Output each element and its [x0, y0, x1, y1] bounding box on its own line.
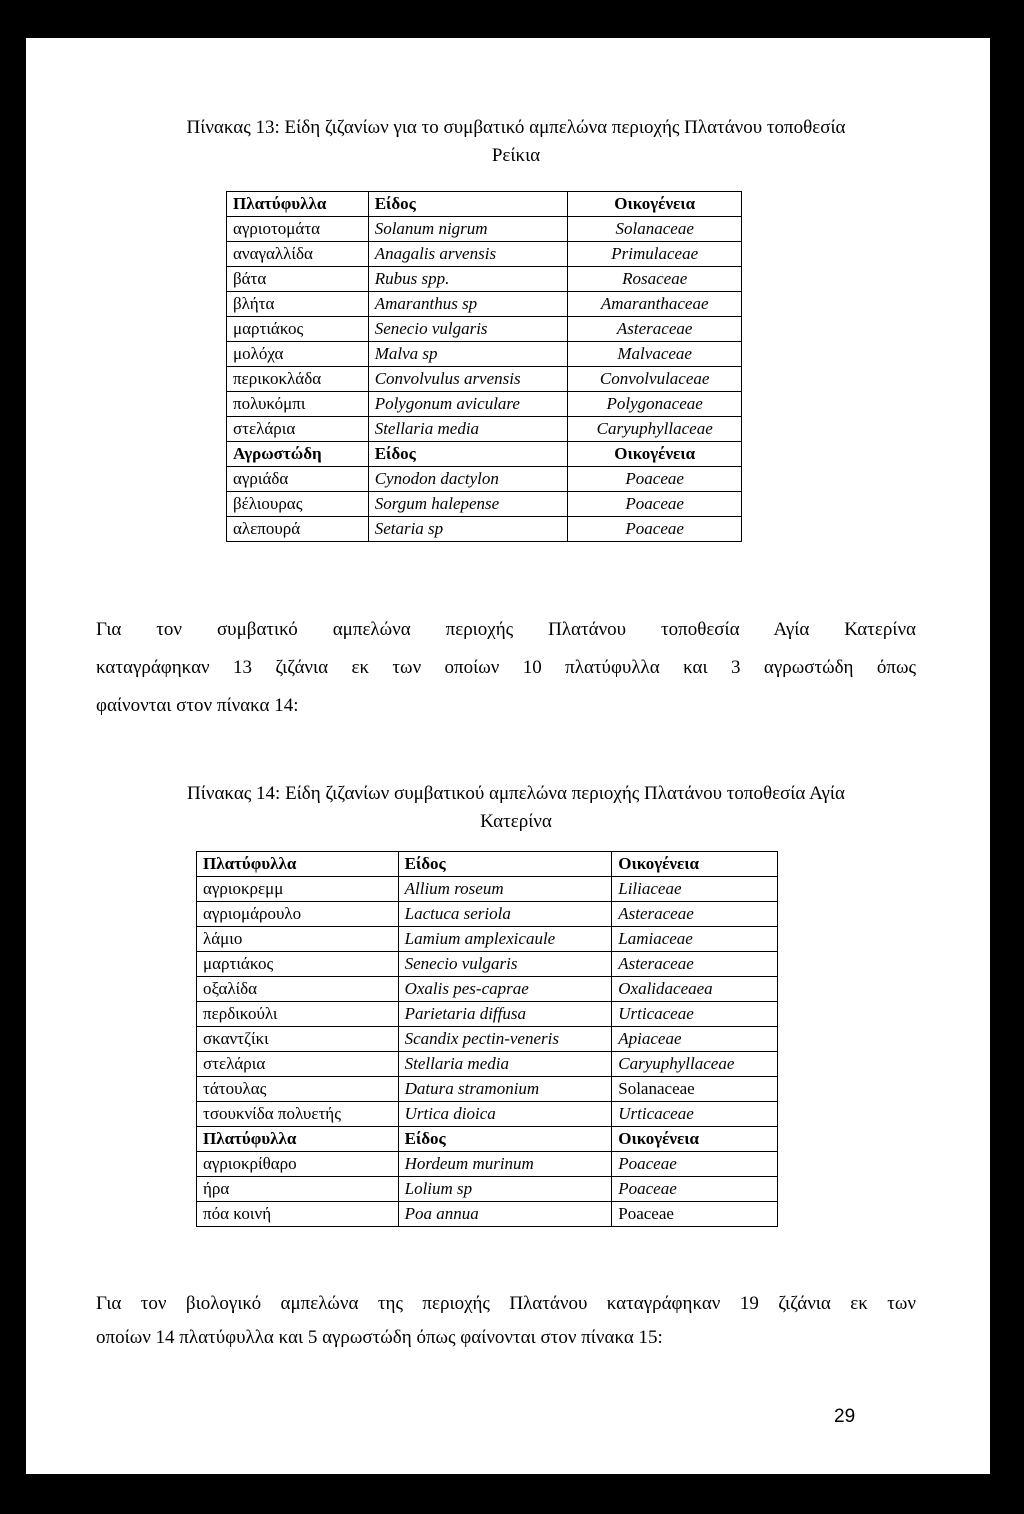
paragraph-1-line-2: καταγράφηκαν 13 ζιζάνια εκ των οποίων 10 πλατύφυλλα και 3 αγρωστώδη όπως	[96, 657, 916, 678]
species-cell: Stellaria media	[368, 417, 568, 442]
table-13-body	[227, 192, 742, 542]
family-cell: Asteraceae	[568, 317, 742, 342]
species-cell: Allium roseum	[398, 877, 612, 902]
species-cell: Poa annua	[398, 1202, 612, 1227]
table-row	[227, 317, 742, 342]
table-row	[227, 492, 742, 517]
table-row	[197, 1077, 778, 1102]
table-14-caption	[106, 780, 926, 836]
species-cell: Senecio vulgaris	[398, 952, 612, 977]
common-name-cell: αγριοκρεμμ	[197, 877, 399, 902]
species-cell: Anagalis arvensis	[368, 242, 568, 267]
paragraph-2-line-1: Για τον βιολογικό αμπελώνα της περιοχής Πλατάνου καταγράφηκαν 19 ζιζάνια εκ των	[96, 1293, 916, 1314]
species-cell: Sorgum halepense	[368, 492, 568, 517]
page-number: 29	[834, 1406, 856, 1427]
common-name-cell: ήρα	[197, 1177, 399, 1202]
species-cell: Είδος	[368, 442, 568, 467]
table-header-row	[227, 442, 742, 467]
table-14-caption-line-2: Κατερίνα	[480, 811, 552, 832]
species-cell: Parietaria diffusa	[398, 1002, 612, 1027]
common-name-cell: μαρτιάκος	[227, 317, 369, 342]
species-cell: Datura stramonium	[398, 1077, 612, 1102]
table-14-body	[197, 852, 778, 1227]
table-13	[226, 191, 742, 542]
family-cell: Apiaceae	[612, 1027, 778, 1052]
table-header-row	[197, 1127, 778, 1152]
table-header-row	[227, 192, 742, 217]
species-cell: Hordeum murinum	[398, 1152, 612, 1177]
common-name-cell: αγριοτομάτα	[227, 217, 369, 242]
table-row	[227, 242, 742, 267]
common-name-cell: Πλατύφυλλα	[197, 852, 399, 877]
document-page	[26, 38, 990, 1474]
species-cell: Lolium sp	[398, 1177, 612, 1202]
paragraph-2-line-2: οποίων 14 πλατύφυλλα και 5 αγρωστώδη όπως φαίνονται στον πίνακα 15:	[96, 1327, 663, 1348]
table-row	[197, 977, 778, 1002]
table-13-caption-line-1: Πίνακας 13: Είδη ζιζανίων για το συμβατικό αμπελώνα περιοχής Πλατάνου τοποθεσία	[186, 117, 846, 138]
family-cell: Malvaceae	[568, 342, 742, 367]
family-cell: Convolvulaceae	[568, 367, 742, 392]
family-cell: Poaceae	[612, 1177, 778, 1202]
common-name-cell: λάμιο	[197, 927, 399, 952]
table-header-row	[197, 852, 778, 877]
common-name-cell: αγριάδα	[227, 467, 369, 492]
common-name-cell: αγριομάρουλο	[197, 902, 399, 927]
paragraph-2	[96, 1290, 916, 1352]
species-cell: Malva sp	[368, 342, 568, 367]
table-14-caption-line-1: Πίνακας 14: Είδη ζιζανίων συμβατικού αμπελώνα περιοχής Πλατάνου τοποθεσία Αγία	[187, 783, 845, 804]
family-cell: Urticaceae	[612, 1102, 778, 1127]
species-cell: Senecio vulgaris	[368, 317, 568, 342]
common-name-cell: αγριοκρίθαρο	[197, 1152, 399, 1177]
table-row	[197, 1027, 778, 1052]
family-cell: Poaceae	[568, 517, 742, 542]
species-cell: Lactuca seriola	[398, 902, 612, 927]
table-row	[227, 217, 742, 242]
table-row	[197, 927, 778, 952]
family-cell: Οικογένεια	[568, 192, 742, 217]
common-name-cell: βέλιουρας	[227, 492, 369, 517]
common-name-cell: αλεπουρά	[227, 517, 369, 542]
family-cell: Oxalidaceaea	[612, 977, 778, 1002]
common-name-cell: περικοκλάδα	[227, 367, 369, 392]
family-cell: Οικογένεια	[568, 442, 742, 467]
species-cell: Cynodon dactylon	[368, 467, 568, 492]
table-row	[227, 342, 742, 367]
table-row	[227, 517, 742, 542]
family-cell: Asteraceae	[612, 902, 778, 927]
family-cell: Urticaceae	[612, 1002, 778, 1027]
species-cell: Setaria sp	[368, 517, 568, 542]
family-cell: Solanaceae	[568, 217, 742, 242]
table-row	[197, 877, 778, 902]
table-13-caption	[106, 114, 926, 170]
common-name-cell: Πλατύφυλλα	[197, 1127, 399, 1152]
table-14	[196, 851, 778, 1227]
table-row	[227, 267, 742, 292]
family-cell: Οικογένεια	[612, 1127, 778, 1152]
paragraph-1-line-1: Για τον συμβατικό αμπελώνα περιοχής Πλατάνου τοποθεσία Αγία Κατερίνα	[96, 619, 916, 640]
species-cell: Stellaria media	[398, 1052, 612, 1077]
common-name-cell: τάτουλας	[197, 1077, 399, 1102]
family-cell: Caryuphyllaceae	[568, 417, 742, 442]
family-cell: Lamiaceae	[612, 927, 778, 952]
table-row	[227, 417, 742, 442]
family-cell: Asteraceae	[612, 952, 778, 977]
family-cell: Primulaceae	[568, 242, 742, 267]
family-cell: Poaceae	[612, 1152, 778, 1177]
family-cell: Caryuphyllaceae	[612, 1052, 778, 1077]
paragraph-1-line-3: φαίνονται στον πίνακα 14:	[96, 695, 299, 716]
common-name-cell: τσουκνίδα πολυετής	[197, 1102, 399, 1127]
species-cell: Είδος	[368, 192, 568, 217]
table-row	[227, 467, 742, 492]
table-13-caption-line-2: Ρείκια	[491, 145, 541, 166]
table-row	[197, 952, 778, 977]
common-name-cell: πόα κοινή	[197, 1202, 399, 1227]
species-cell: Είδος	[398, 1127, 612, 1152]
family-cell: Polygonaceae	[568, 392, 742, 417]
species-cell: Oxalis pes-caprae	[398, 977, 612, 1002]
common-name-cell: σκαντζίκι	[197, 1027, 399, 1052]
table-row	[197, 1177, 778, 1202]
table-row	[197, 1052, 778, 1077]
table-row	[227, 292, 742, 317]
common-name-cell: μολόχα	[227, 342, 369, 367]
table-row	[197, 1202, 778, 1227]
family-cell: Poaceae	[568, 467, 742, 492]
common-name-cell: αναγαλλίδα	[227, 242, 369, 267]
common-name-cell: πολυκόμπι	[227, 392, 369, 417]
common-name-cell: μαρτιάκος	[197, 952, 399, 977]
species-cell: Polygonum aviculare	[368, 392, 568, 417]
family-cell: Solanaceae	[612, 1077, 778, 1102]
common-name-cell: Αγρωστώδη	[227, 442, 369, 467]
common-name-cell: περδικούλι	[197, 1002, 399, 1027]
table-row	[197, 1102, 778, 1127]
family-cell: Rosaceae	[568, 267, 742, 292]
species-cell: Convolvulus arvensis	[368, 367, 568, 392]
family-cell: Liliaceae	[612, 877, 778, 902]
family-cell: Poaceae	[568, 492, 742, 517]
common-name-cell: οξαλίδα	[197, 977, 399, 1002]
paragraph-1	[96, 616, 916, 720]
species-cell: Amaranthus sp	[368, 292, 568, 317]
species-cell: Rubus spp.	[368, 267, 568, 292]
table-row	[197, 1002, 778, 1027]
species-cell: Scandix pectin-veneris	[398, 1027, 612, 1052]
table-row	[197, 1152, 778, 1177]
common-name-cell: στελάρια	[197, 1052, 399, 1077]
family-cell: Poaceae	[612, 1202, 778, 1227]
species-cell: Lamium amplexicaule	[398, 927, 612, 952]
family-cell: Οικογένεια	[612, 852, 778, 877]
species-cell: Solanum nigrum	[368, 217, 568, 242]
table-row	[227, 367, 742, 392]
table-row	[197, 902, 778, 927]
common-name-cell: βάτα	[227, 267, 369, 292]
species-cell: Urtica dioica	[398, 1102, 612, 1127]
family-cell: Amaranthaceae	[568, 292, 742, 317]
table-row	[227, 392, 742, 417]
common-name-cell: βλήτα	[227, 292, 369, 317]
species-cell: Είδος	[398, 852, 612, 877]
common-name-cell: Πλατύφυλλα	[227, 192, 369, 217]
common-name-cell: στελάρια	[227, 417, 369, 442]
